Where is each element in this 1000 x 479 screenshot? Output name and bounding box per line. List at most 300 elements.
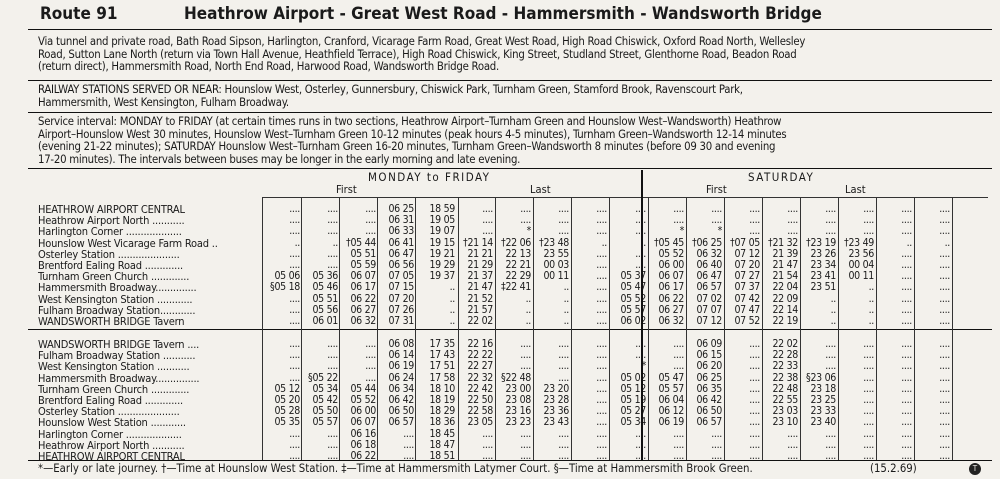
time-cell: .... (825, 349, 836, 362)
time-cell: .... (901, 450, 912, 462)
time-cell: †22 06 (501, 236, 531, 249)
time-cell: .... (901, 338, 912, 350)
time-cell: 18 51 (429, 450, 455, 462)
time-cell: .. (868, 281, 874, 294)
time-cell: †23 49 (844, 236, 874, 249)
time-cell: .. (449, 315, 455, 327)
time-cell: * (526, 225, 531, 238)
time-cell: 07 02 (696, 292, 722, 305)
time-cell: .... (863, 360, 874, 373)
time-cell: .... (939, 450, 950, 462)
time-cell: .... (939, 292, 950, 305)
time-cell: 18 36 (429, 416, 455, 429)
time-cell: .... (939, 247, 950, 260)
stop-name: Hounslow West Vicarage Farm Road .. (38, 236, 218, 250)
time-cell: .... (863, 416, 874, 429)
time-cell: .... (596, 360, 607, 373)
time-cell: 23 51 (810, 281, 836, 294)
time-cell: * (641, 360, 646, 373)
time-cell: .... (863, 450, 874, 462)
time-cell: 05 34 (312, 382, 338, 395)
time-cell: 22 16 (467, 338, 493, 350)
time-cell: .... (365, 214, 376, 227)
time-cell: .... (403, 450, 414, 462)
time-cell: 06 17 (350, 281, 376, 294)
time-cell: .... (520, 349, 531, 362)
section-rule (641, 170, 643, 460)
time-cell: .. (868, 303, 874, 316)
time-cell: .... (939, 270, 950, 283)
time-cell: .... (365, 371, 376, 384)
column-rule (914, 197, 915, 460)
time-cell: .... (520, 203, 531, 215)
column-rule (533, 197, 534, 460)
time-cell: .... (365, 338, 376, 350)
time-cell: 06 47 (696, 270, 722, 283)
time-cell: .... (863, 427, 874, 440)
time-cell: 00 04 (848, 259, 874, 271)
time-cell: .... (749, 338, 760, 350)
time-cell: 05 57 (312, 416, 338, 429)
time-cell: .. (449, 303, 455, 316)
time-cell: .. (601, 236, 607, 249)
column-rule (495, 197, 496, 460)
time-cell: 21 39 (772, 247, 798, 260)
time-cell: 06 08 (388, 338, 414, 350)
time-cell: †23 48 (539, 236, 569, 249)
route-description (38, 36, 983, 74)
time-cell: 07 20 (388, 292, 414, 305)
time-cell: .... (711, 450, 722, 462)
time-cell: .... (749, 405, 760, 418)
time-cell: 23 03 (772, 405, 798, 418)
time-cell: .... (825, 438, 836, 451)
time-cell: .... (482, 450, 493, 462)
time-cell: 07 15 (388, 281, 414, 294)
time-cell: .... (901, 382, 912, 395)
time-cell: 19 05 (429, 214, 455, 227)
time-cell: .... (520, 214, 531, 227)
time-cell: .... (365, 203, 376, 215)
route-description-line: (return direct), Hammersmith Road, North End Road, Harwood Road, Wandsworth Bridge Road. (38, 60, 499, 73)
time-cell: .... (365, 360, 376, 373)
time-cell: 06 32 (696, 247, 722, 260)
eastbound-row (0, 417, 1000, 428)
time-cell: .... (901, 394, 912, 406)
time-cell: .... (403, 427, 414, 440)
stop-name: HEATHROW AIRPORT CENTRAL (38, 203, 185, 216)
time-cell: .... (939, 405, 950, 418)
time-cell: .... (825, 360, 836, 373)
time-cell: 22 33 (772, 360, 798, 373)
time-cell: .... (289, 225, 300, 238)
footer-rule (28, 460, 992, 461)
time-cell: 23 36 (543, 405, 569, 418)
time-cell: .... (787, 203, 798, 215)
stop-name: Brentford Ealing Road ............. (38, 259, 183, 272)
time-cell: 23 33 (810, 405, 836, 418)
time-cell: 19 07 (429, 225, 455, 238)
time-cell: .... (520, 338, 531, 350)
time-cell: §05 22 (308, 371, 338, 384)
time-cell: .... (673, 214, 684, 227)
time-cell: .... (289, 315, 300, 327)
route-description-line: Via tunnel and private road, Bath Road Sipson, Harlington, Cranford, Vicarage Farm Road, Great West Road, High Road Chiswick, Oxford Road North, Wellesley (38, 35, 806, 48)
time-cell: 06 57 (696, 281, 722, 294)
time-cell: 17 43 (429, 349, 455, 362)
time-cell: .... (749, 225, 760, 238)
eastbound-row (0, 361, 1000, 372)
time-cell: 23 16 (505, 405, 531, 418)
divider (28, 112, 992, 113)
time-cell: 06 40 (696, 259, 722, 271)
time-cell: .... (825, 427, 836, 440)
time-cell: 22 29 (505, 270, 531, 283)
time-cell: 17 35 (429, 338, 455, 350)
time-cell: .... (863, 438, 874, 451)
time-cell: 06 42 (388, 394, 414, 406)
column-rule (952, 197, 953, 460)
time-cell: 05 47 (658, 371, 684, 384)
time-cell: 05 56 (312, 303, 338, 316)
time-cell: .... (596, 382, 607, 395)
time-cell: .... (558, 438, 569, 451)
time-cell: .... (635, 259, 646, 271)
service-interval-line: Airport–Hounslow West 30 minutes, Hounslow West–Turnham Green 10-12 minutes (peak hours 4-5 minutes), Turnham Green–Wandsworth 12-14 minutes (38, 127, 787, 141)
time-cell: 22 32 (467, 371, 493, 384)
time-cell: .... (635, 450, 646, 462)
time-cell: 23 28 (543, 394, 569, 406)
time-cell: 07 27 (734, 270, 760, 283)
time-cell: 23 18 (810, 382, 836, 395)
section-mon-fri: MONDAY to FRIDAY (368, 170, 491, 184)
time-cell: .... (327, 349, 338, 362)
time-cell: 05 52 (620, 292, 646, 305)
columns-rule (262, 197, 988, 198)
time-cell: .... (863, 394, 874, 406)
time-cell: .... (901, 360, 912, 373)
time-cell: .... (596, 225, 607, 238)
time-cell: .... (596, 281, 607, 294)
time-cell: .. (525, 303, 531, 316)
time-cell: .... (749, 360, 760, 373)
time-cell: .... (673, 203, 684, 215)
time-cell: .... (673, 427, 684, 440)
time-cell: .... (596, 247, 607, 260)
time-cell: .... (327, 450, 338, 462)
mf-first-label: First (336, 183, 357, 196)
time-cell: .... (289, 292, 300, 305)
time-cell: .... (403, 438, 414, 451)
time-cell: 05 51 (350, 247, 376, 260)
time-cell: .... (711, 214, 722, 227)
time-cell: .... (901, 438, 912, 451)
time-cell: .... (596, 338, 607, 350)
time-cell: .... (635, 338, 646, 350)
time-cell: .... (711, 203, 722, 215)
time-cell: 05 12 (620, 382, 646, 395)
time-cell: .... (596, 427, 607, 440)
time-cell: 07 42 (734, 292, 760, 305)
time-cell: .... (596, 303, 607, 316)
time-cell: 06 22 (350, 292, 376, 305)
time-cell: 23 55 (543, 247, 569, 260)
column-rule (415, 197, 416, 460)
time-cell: 05 28 (274, 405, 300, 418)
time-cell: .... (901, 292, 912, 305)
time-cell: 18 59 (429, 203, 455, 215)
time-cell: .... (939, 360, 950, 373)
time-cell: .... (749, 416, 760, 429)
time-cell: .... (289, 259, 300, 271)
route-number: Route 91 (40, 4, 118, 24)
time-cell: .... (558, 450, 569, 462)
time-cell: .... (863, 214, 874, 227)
time-cell: .... (520, 438, 531, 451)
time-cell: 22 38 (772, 371, 798, 384)
stop-name: Turnham Green Church ............. (38, 382, 190, 396)
time-cell: 05 35 (274, 416, 300, 429)
westbound-row (0, 226, 1000, 237)
roundel-logo-icon: T (969, 463, 981, 475)
time-cell: 06 07 (350, 416, 376, 429)
time-cell: 23 40 (810, 416, 836, 429)
time-cell: .... (825, 203, 836, 215)
time-cell: 06 09 (696, 338, 722, 350)
time-cell: 22 22 (467, 349, 493, 362)
time-cell: .... (901, 427, 912, 440)
time-cell: .... (825, 214, 836, 227)
time-cell: †05 44 (346, 236, 376, 249)
time-cell: .... (673, 450, 684, 462)
time-cell: 06 16 (350, 427, 376, 440)
time-cell: .... (825, 450, 836, 462)
time-cell: 06 12 (658, 405, 684, 418)
time-cell: 00 11 (848, 270, 874, 283)
time-cell: †23 19 (806, 236, 836, 249)
time-cell: .... (289, 371, 300, 384)
time-cell: .... (787, 438, 798, 451)
time-cell: .... (596, 405, 607, 418)
time-cell: .... (901, 281, 912, 294)
column-rule (800, 197, 801, 460)
stop-name: Brentford Ealing Road ............. (38, 394, 183, 407)
time-cell: 22 04 (772, 281, 798, 294)
time-cell: 05 47 (620, 281, 646, 294)
time-cell: 22 02 (772, 338, 798, 350)
time-cell: 23 05 (467, 416, 493, 429)
stop-name: HEATHROW AIRPORT CENTRAL (38, 450, 185, 463)
time-cell: .... (482, 438, 493, 451)
time-cell: .... (901, 315, 912, 327)
time-cell: 17 58 (429, 371, 455, 384)
time-cell: .... (749, 382, 760, 395)
mf-last-label: Last (530, 183, 551, 196)
stop-name: Turnham Green Church ............. (38, 270, 190, 284)
stop-name: Heathrow Airport North ........... (38, 214, 185, 228)
time-cell: .... (596, 292, 607, 305)
time-cell: .... (596, 394, 607, 406)
time-cell: 06 47 (388, 247, 414, 260)
time-cell: .... (901, 405, 912, 418)
time-cell: 05 02 (620, 371, 646, 384)
time-cell: .... (365, 349, 376, 362)
time-cell: 06 24 (388, 371, 414, 384)
time-cell: 05 19 (620, 394, 646, 406)
time-cell: .... (749, 394, 760, 406)
time-cell: 06 18 (350, 438, 376, 451)
time-cell: 06 57 (388, 416, 414, 429)
time-cell: .... (289, 427, 300, 440)
time-cell: 07 12 (696, 315, 722, 327)
time-cell: .... (558, 338, 569, 350)
time-cell: .... (863, 349, 874, 362)
time-cell: 05 50 (312, 405, 338, 418)
time-cell: †21 32 (768, 236, 798, 249)
column-rule (339, 197, 340, 460)
time-cell: 06 41 (388, 236, 414, 249)
time-cell: .... (596, 270, 607, 283)
time-cell: .. (332, 236, 338, 249)
time-cell: 06 04 (658, 394, 684, 406)
stop-name: West Kensington Station ............ (38, 292, 193, 306)
time-cell: .. (449, 292, 455, 305)
time-cell: ‡22 41 (501, 281, 531, 294)
time-cell: 00 11 (543, 270, 569, 283)
time-cell: .... (635, 438, 646, 451)
time-cell: .... (596, 349, 607, 362)
time-cell: .... (327, 225, 338, 238)
time-cell: .... (901, 303, 912, 316)
time-cell: .... (901, 259, 912, 271)
time-cell: .... (558, 371, 569, 384)
time-cell: .... (558, 203, 569, 215)
time-cell: 05 44 (350, 382, 376, 395)
time-cell: .... (939, 315, 950, 327)
time-cell: .... (482, 225, 493, 238)
time-cell: .... (939, 281, 950, 294)
time-cell: .... (901, 214, 912, 227)
time-cell: .... (635, 214, 646, 227)
section-saturday: SATURDAY (748, 170, 815, 184)
column-rule (609, 197, 610, 460)
stop-name: WANDSWORTH BRIDGE Tavern (38, 315, 185, 328)
time-cell: 06 27 (658, 303, 684, 316)
stop-name: Harlington Corner ................... (38, 225, 182, 239)
time-cell: .... (673, 438, 684, 451)
time-cell: .. (640, 236, 646, 249)
stop-name: Hammersmith Broadway............... (38, 371, 200, 385)
time-cell: .... (596, 450, 607, 462)
time-cell: .. (525, 292, 531, 305)
stop-name: Harlington Corner ................... (38, 427, 182, 441)
time-cell: .... (939, 303, 950, 316)
time-cell: .... (596, 259, 607, 271)
time-cell: 05 27 (620, 405, 646, 418)
time-cell: 06 19 (388, 360, 414, 373)
time-cell: .... (939, 382, 950, 395)
time-cell: .... (558, 360, 569, 373)
time-cell: .... (558, 214, 569, 227)
time-cell: 21 21 (467, 247, 493, 260)
time-cell: 06 32 (350, 315, 376, 327)
time-cell: 23 26 (810, 247, 836, 260)
time-cell: 22 50 (467, 394, 493, 406)
time-cell: 21 47 (772, 259, 798, 271)
time-cell: .... (635, 203, 646, 215)
time-cell: .... (711, 438, 722, 451)
time-cell: 06 22 (350, 450, 376, 462)
time-cell: 07 12 (734, 247, 760, 260)
time-cell: .... (327, 427, 338, 440)
time-cell: 05 12 (274, 382, 300, 395)
time-cell: .... (939, 371, 950, 384)
time-cell: .... (596, 214, 607, 227)
column-rule (458, 197, 459, 460)
time-cell: .... (327, 360, 338, 373)
time-cell: .... (635, 349, 646, 362)
time-cell: .... (289, 349, 300, 362)
time-cell: 06 57 (696, 416, 722, 429)
time-cell: .... (520, 360, 531, 373)
time-cell: 05 52 (658, 247, 684, 260)
time-cell: .... (787, 427, 798, 440)
time-cell: .... (635, 427, 646, 440)
time-cell: 05 37 (620, 270, 646, 283)
time-cell: .... (596, 438, 607, 451)
time-cell: .... (327, 259, 338, 271)
railway-stations-line: Hammersmith, West Kensington, Fulham Broadway. (38, 95, 289, 109)
time-cell: 22 27 (467, 360, 493, 373)
time-cell: .... (596, 371, 607, 384)
time-cell: .... (863, 203, 874, 215)
time-cell: .... (939, 427, 950, 440)
time-cell: †07 05 (730, 236, 760, 249)
time-cell: 05 59 (350, 259, 376, 271)
time-cell: .... (327, 214, 338, 227)
time-cell: 06 34 (388, 382, 414, 395)
time-cell: .... (901, 349, 912, 362)
time-cell: 21 57 (467, 303, 493, 316)
time-cell: 06 33 (388, 225, 414, 238)
railway-stations (38, 84, 983, 109)
time-cell: 07 37 (734, 281, 760, 294)
time-cell: 18 29 (429, 405, 455, 418)
time-cell: .... (673, 360, 684, 373)
time-cell: 21 37 (467, 270, 493, 283)
time-cell: 06 22 (658, 292, 684, 305)
time-cell: 17 51 (429, 360, 455, 373)
column-rule (686, 197, 687, 460)
stop-name: Osterley Station ..................... (38, 405, 180, 419)
time-cell: §23 06 (806, 371, 836, 384)
time-cell: .... (673, 349, 684, 362)
time-cell: .. (449, 281, 455, 294)
time-cell: .... (749, 450, 760, 462)
header-bar (0, 0, 1000, 29)
time-cell: .... (558, 349, 569, 362)
time-cell: 23 23 (505, 416, 531, 429)
time-cell: .... (863, 371, 874, 384)
time-cell: 06 14 (388, 349, 414, 362)
time-cell: .... (289, 303, 300, 316)
time-cell: .... (289, 360, 300, 373)
time-cell: .. (830, 292, 836, 305)
stop-name: Hammersmith Broadway.............. (38, 281, 197, 295)
time-cell: .... (289, 247, 300, 260)
time-cell: .... (939, 259, 950, 271)
time-cell: .... (901, 371, 912, 384)
